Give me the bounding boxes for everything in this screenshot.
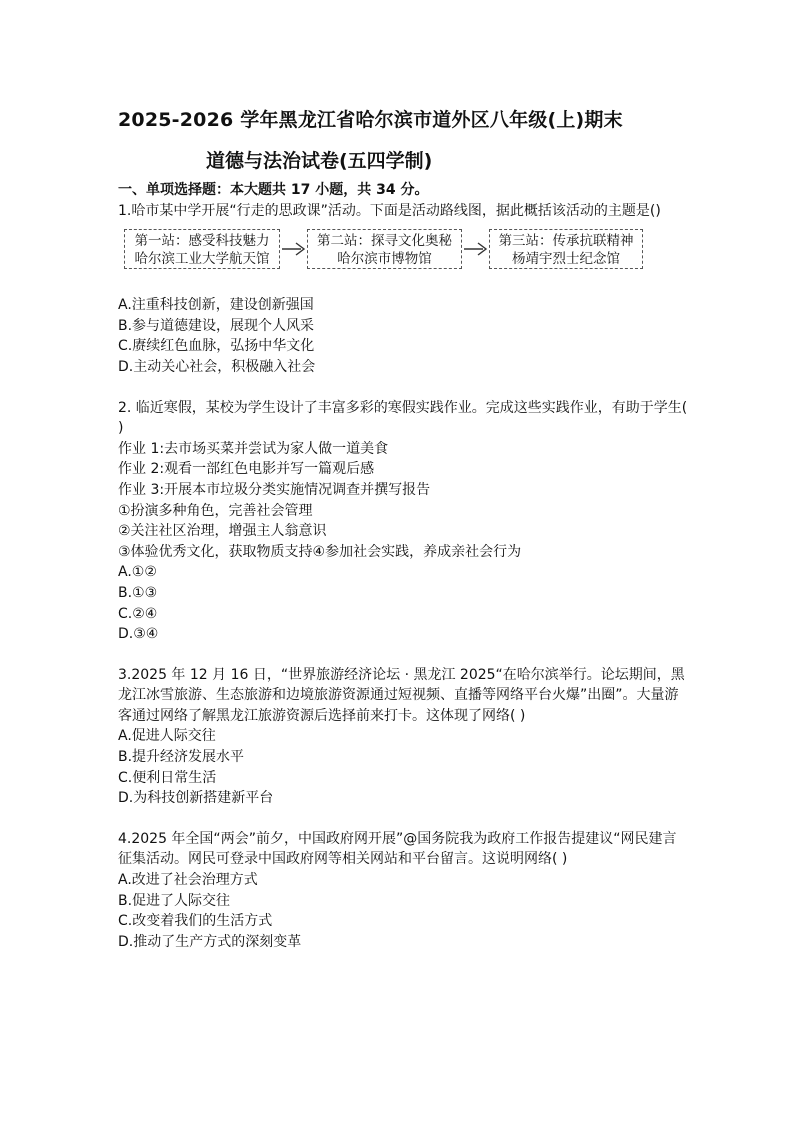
route-station-2 — [307, 229, 462, 269]
q3-option-d: D.为科技创新搭建新平台 — [118, 790, 274, 807]
station-2-place: 哈尔滨市博物馆 — [337, 251, 432, 268]
station-1-title: 第一站：感受科技魅力 — [134, 233, 270, 250]
station-2-title: 第二站：探寻文化奥秘 — [317, 233, 452, 250]
q3-option-c: C.便利日常生活 — [118, 769, 217, 786]
question-4-stem: 4.2025 年全国“两会”前夕，中国政府网开展”@国务院我为政府工作报告提建议“网民建言征集活动。网民可登录中国政府网等相关网站和平台留言。这说明网络( ) — [118, 830, 677, 868]
route-station-1 — [124, 229, 280, 269]
route-arrow-2-icon — [463, 240, 489, 258]
exam-content — [118, 180, 688, 952]
question-3-stem: 3.2025 年 12 月 16 日，“世界旅游经济论坛 · 黑龙江 2025“在哈尔滨举行。论坛期间，黑龙江冰雪旅游、生态旅游和边境旅游资源通过短视频、直播等网络平台火爆”出圈”。大量游客通过网络了解黑龙江旅游资源后选择前来打卡。这体现了网络( ) — [118, 666, 685, 724]
q2-task-2: 作业 2:观看一部红色电影并写一篇观后感 — [118, 461, 375, 478]
q2-option-b: B.①③ — [118, 584, 158, 601]
q2-task-1: 作业 1:去市场买菜并尝试为家人做一道美食 — [118, 440, 389, 457]
question-2-stem: 2. 临近寒假，某校为学生设计了丰富多彩的寒假实践作业。完成这些实践作业，有助于学生( ) — [118, 399, 688, 437]
q2-task-3: 作业 3:开展本市垃圾分类实施情况调查并撰写报告 — [118, 481, 431, 498]
q2-option-d: D.③④ — [118, 626, 159, 643]
route-arrow-1-icon — [281, 240, 307, 258]
question-1-stem: 1.哈市某中学开展“行走的思政课”活动。下面是活动路线图，据此概括该活动的主题是() — [118, 202, 661, 219]
q4-option-a: A.改进了社会治理方式 — [118, 872, 258, 889]
station-3-place: 杨靖宇烈士纪念馆 — [512, 251, 620, 268]
station-3-title: 第三站：传承抗联精神 — [498, 233, 634, 250]
q3-option-b: B.提升经济发展水平 — [118, 749, 245, 766]
q4-option-d: D.推动了生产方式的深刻变革 — [118, 933, 302, 950]
route-station-3 — [489, 229, 643, 269]
q2-item-2: ②关注社区治理，增强主人翁意识 — [118, 523, 327, 540]
exam-title-line1: 2025-2026 学年黑龙江省哈尔滨市道外区八年级(上)期末 — [118, 109, 623, 131]
section-heading: 一、单项选择题：本大题共 17 小题，共 34 分。 — [118, 182, 429, 198]
q1-option-d: D.主动关心社会，积极融入社会 — [118, 358, 316, 375]
q2-option-c: C.②④ — [118, 605, 158, 622]
q1-option-b: B.参与道德建设，展现个人风采 — [118, 317, 315, 334]
q4-option-c: C.改变着我们的生活方式 — [118, 913, 273, 930]
exam-title-line2: 道德与法治试卷(五四学制) — [206, 150, 433, 172]
q1-option-a: A.注重科技创新，建设创新强国 — [118, 297, 314, 314]
q2-item-3: ③体验优秀文化，获取物质支持④参加社会实践，养成亲社会行为 — [118, 543, 522, 560]
route-diagram — [118, 229, 688, 279]
q2-item-1: ①扮演多种角色，完善社会管理 — [118, 502, 313, 519]
q1-option-c: C.赓续红色血脉，弘扬中华文化 — [118, 338, 315, 355]
q2-option-a: A.①② — [118, 564, 157, 581]
q3-option-a: A.促进人际交往 — [118, 728, 216, 745]
q4-option-b: B.促进了人际交往 — [118, 892, 231, 909]
station-1-place: 哈尔滨工业大学航天馆 — [134, 251, 270, 268]
